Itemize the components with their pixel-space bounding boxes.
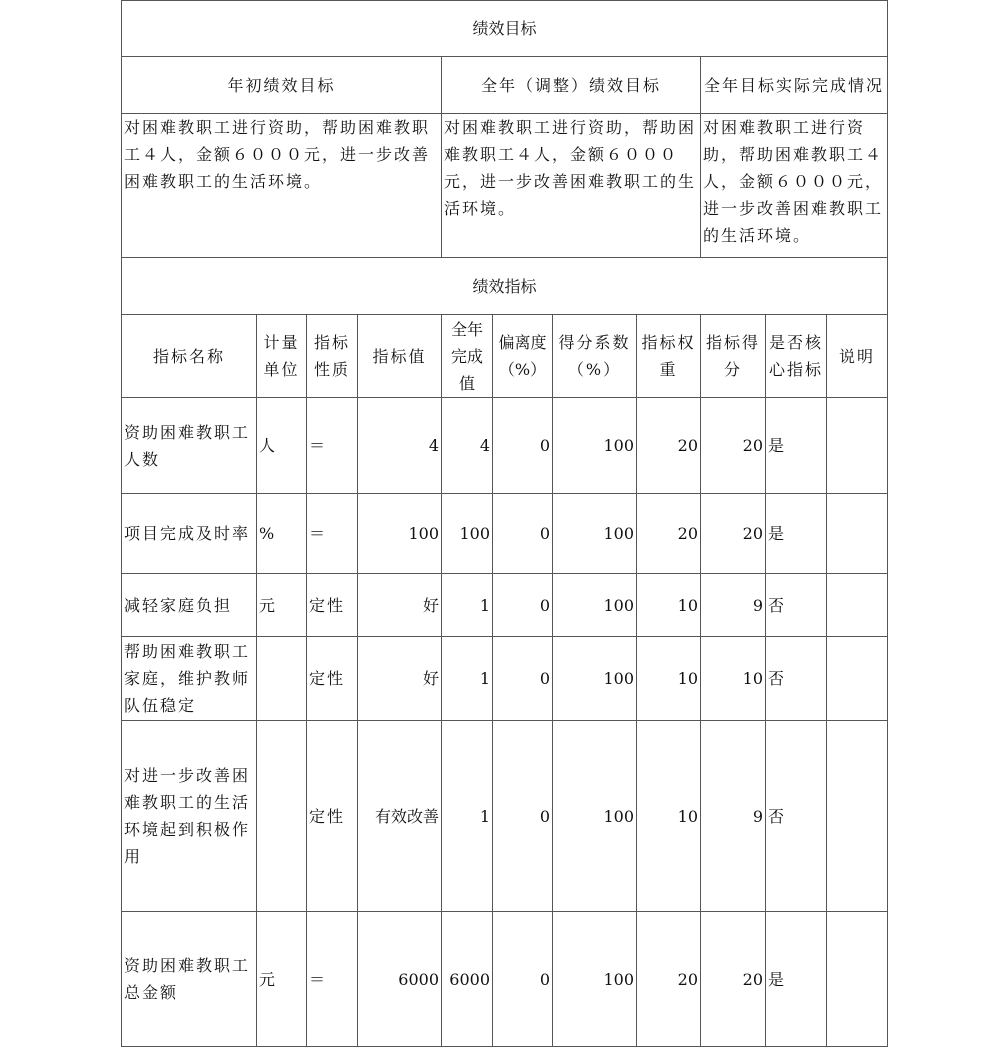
indicator-unit: 元 bbox=[257, 574, 307, 637]
indicator-weight: 10 bbox=[637, 721, 701, 912]
indicator-target: 4 bbox=[358, 398, 442, 494]
indicator-deviation: 0 bbox=[493, 721, 553, 912]
indicator-target: 100 bbox=[358, 494, 442, 574]
indicator-score: 9 bbox=[701, 574, 766, 637]
indicator-target: 有效改善 bbox=[358, 721, 442, 912]
indicator-nature: 定性 bbox=[307, 637, 358, 721]
indicator-nature: 定性 bbox=[307, 721, 358, 912]
indicator-weight: 10 bbox=[637, 637, 701, 721]
indicator-core: 是 bbox=[766, 398, 827, 494]
indicator-unit: % bbox=[257, 494, 307, 574]
indicator-note bbox=[827, 398, 888, 494]
indicator-name: 减轻家庭负担 bbox=[122, 574, 257, 637]
col-header-deviation: 偏离度（%） bbox=[493, 315, 553, 398]
indicator-note bbox=[827, 574, 888, 637]
indicator-row bbox=[122, 398, 888, 494]
indicator-unit: 元 bbox=[257, 912, 307, 1047]
performance-table bbox=[121, 0, 888, 1047]
indicator-note bbox=[827, 637, 888, 721]
indicator-weight: 20 bbox=[637, 398, 701, 494]
indicator-target: 6000 bbox=[358, 912, 442, 1047]
col-header-weight: 指标权重 bbox=[637, 315, 701, 398]
goal-content-actual: 对困难教职工进行资助，帮助困难教职工４人，金额６０００元，进一步改善困难教职工的生活环境。 bbox=[701, 114, 888, 258]
indicator-weight: 10 bbox=[637, 574, 701, 637]
indicator-deviation: 0 bbox=[493, 637, 553, 721]
indicator-core: 否 bbox=[766, 721, 827, 912]
indicator-coef: 100 bbox=[553, 574, 637, 637]
indicator-target: 好 bbox=[358, 574, 442, 637]
indicator-row bbox=[122, 574, 888, 637]
indicator-name: 资助困难教职工人数 bbox=[122, 398, 257, 494]
indicator-name: 资助困难教职工总金额 bbox=[122, 912, 257, 1047]
indicator-actual: 1 bbox=[442, 721, 493, 912]
indicator-unit: 人 bbox=[257, 398, 307, 494]
goal-header-adjusted: 全年（调整）绩效目标 bbox=[442, 57, 701, 114]
col-header-actual: 全年完成值 bbox=[442, 315, 493, 398]
indicator-row bbox=[122, 912, 888, 1047]
goal-content-initial: 对困难教职工进行资助，帮助困难教职工４人，金额６０００元，进一步改善困难教职工的生活环境。 bbox=[122, 114, 442, 258]
indicator-unit bbox=[257, 637, 307, 721]
indicator-target: 好 bbox=[358, 637, 442, 721]
indicator-deviation: 0 bbox=[493, 912, 553, 1047]
indicator-name: 对进一步改善困难教职工的生活环境起到积极作用 bbox=[122, 721, 257, 912]
indicator-note bbox=[827, 494, 888, 574]
indicator-actual: 1 bbox=[442, 574, 493, 637]
indicator-core: 是 bbox=[766, 494, 827, 574]
col-header-name: 指标名称 bbox=[122, 315, 257, 398]
indicator-score: 9 bbox=[701, 721, 766, 912]
indicator-coef: 100 bbox=[553, 637, 637, 721]
indicator-name: 帮助困难教职工家庭，维护教师队伍稳定 bbox=[122, 637, 257, 721]
indicator-core: 是 bbox=[766, 912, 827, 1047]
indicator-coef: 100 bbox=[553, 912, 637, 1047]
indicator-deviation: 0 bbox=[493, 494, 553, 574]
indicator-name: 项目完成及时率 bbox=[122, 494, 257, 574]
indicator-row bbox=[122, 721, 888, 912]
goal-content-adjusted: 对困难教职工进行资助，帮助困难教职工４人，金额６０００元，进一步改善困难教职工的生活环境。 bbox=[442, 114, 701, 258]
indicator-deviation: 0 bbox=[493, 398, 553, 494]
indicator-nature: ＝ bbox=[307, 398, 358, 494]
indicator-row bbox=[122, 494, 888, 574]
col-header-core: 是否核心指标 bbox=[766, 315, 827, 398]
indicator-actual: 4 bbox=[442, 398, 493, 494]
indicator-deviation: 0 bbox=[493, 574, 553, 637]
indicator-score: 20 bbox=[701, 398, 766, 494]
col-header-coef: 得分系数（%） bbox=[553, 315, 637, 398]
indicator-weight: 20 bbox=[637, 912, 701, 1047]
indicator-coef: 100 bbox=[553, 494, 637, 574]
goal-header-actual: 全年目标实际完成情况 bbox=[701, 57, 888, 114]
col-header-score: 指标得分 bbox=[701, 315, 766, 398]
indicator-score: 10 bbox=[701, 637, 766, 721]
indicator-core: 否 bbox=[766, 637, 827, 721]
indicator-coef: 100 bbox=[553, 398, 637, 494]
col-header-target: 指标值 bbox=[358, 315, 442, 398]
indicator-note bbox=[827, 912, 888, 1047]
indicator-actual: 6000 bbox=[442, 912, 493, 1047]
goals-title: 绩效目标 bbox=[122, 1, 888, 57]
indicator-nature: ＝ bbox=[307, 912, 358, 1047]
indicator-score: 20 bbox=[701, 912, 766, 1047]
indicator-actual: 1 bbox=[442, 637, 493, 721]
col-header-unit: 计量单位 bbox=[257, 315, 307, 398]
indicators-title: 绩效指标 bbox=[122, 258, 888, 315]
indicator-core: 否 bbox=[766, 574, 827, 637]
indicator-nature: 定性 bbox=[307, 574, 358, 637]
indicator-unit bbox=[257, 721, 307, 912]
indicator-nature: ＝ bbox=[307, 494, 358, 574]
indicator-coef: 100 bbox=[553, 721, 637, 912]
goal-header-initial: 年初绩效目标 bbox=[122, 57, 442, 114]
indicator-score: 20 bbox=[701, 494, 766, 574]
indicator-row bbox=[122, 637, 888, 721]
col-header-nature: 指标性质 bbox=[307, 315, 358, 398]
indicator-weight: 20 bbox=[637, 494, 701, 574]
col-header-note: 说明 bbox=[827, 315, 888, 398]
indicator-note bbox=[827, 721, 888, 912]
indicator-actual: 100 bbox=[442, 494, 493, 574]
indicators-header-row bbox=[122, 315, 888, 398]
